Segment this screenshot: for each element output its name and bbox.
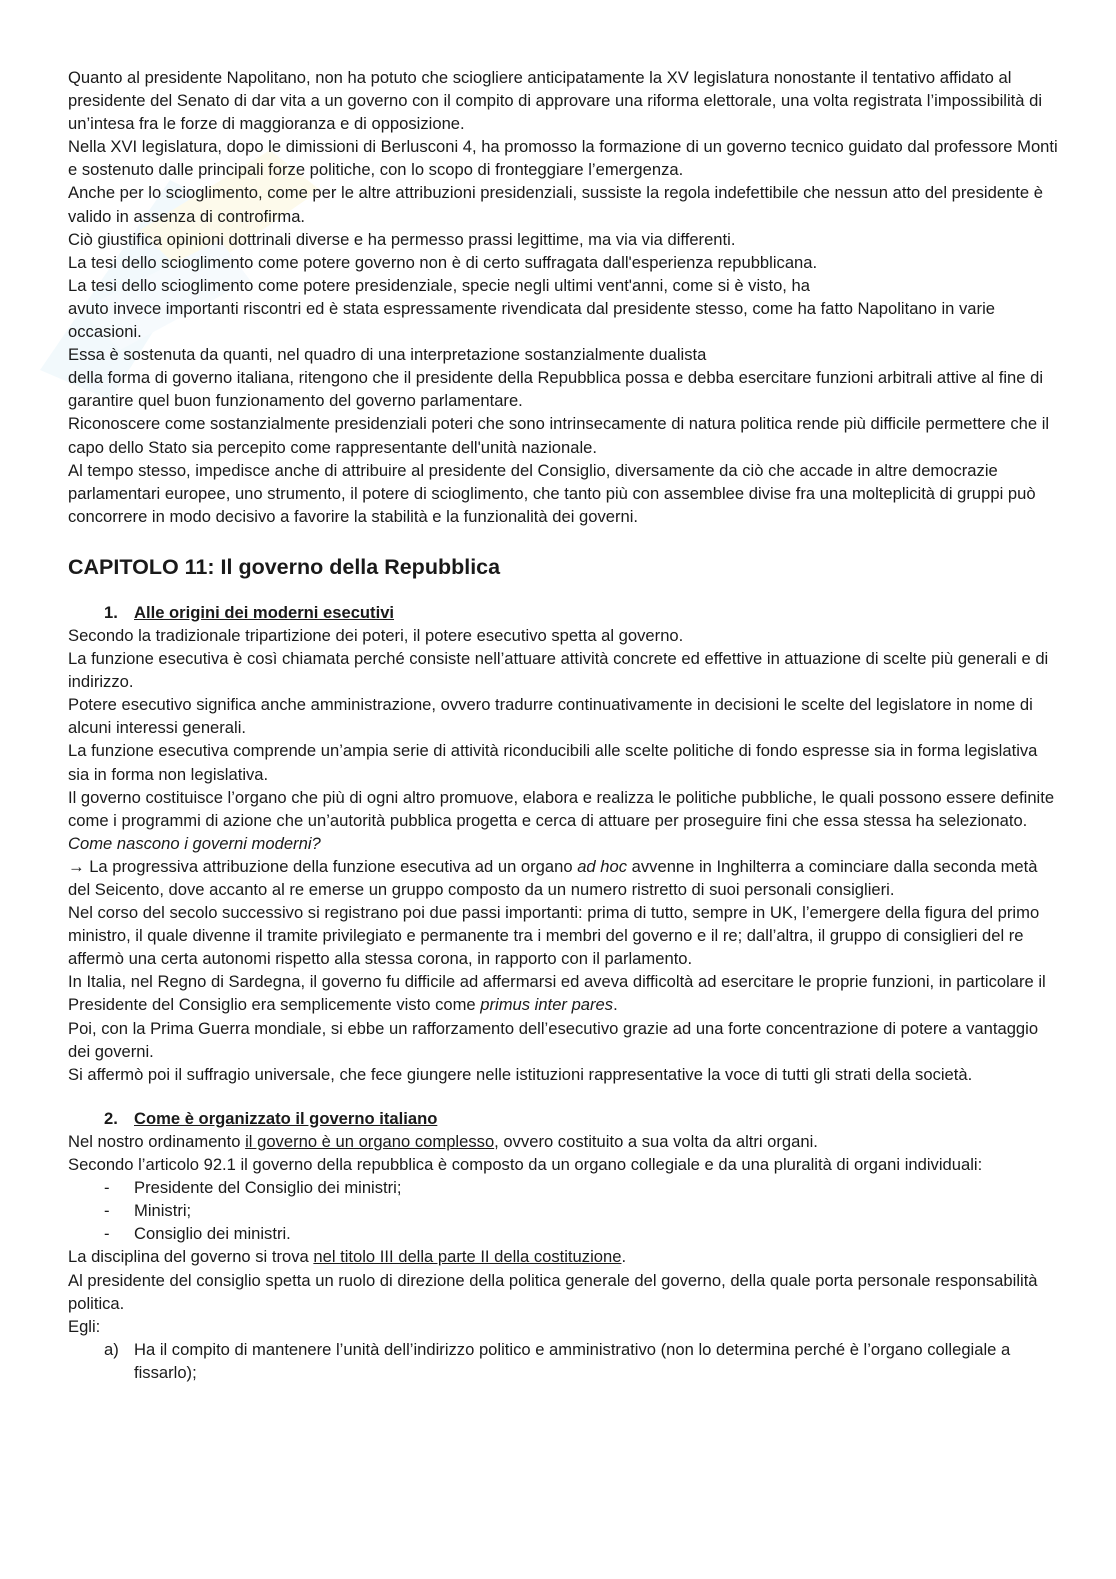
paragraph: In Italia, nel Regno di Sardegna, il governo fu difficile ad affermarsi ed aveva difficoltà ad esercitare le proprie funzioni, in particolare il Presidente del Consiglio era semplicemente visto come primus inter pares. — [68, 972, 1046, 1015]
section-title: Alle origini dei moderni esecutivi — [134, 602, 395, 622]
paragraph: Al presidente del consiglio spetta un ruolo di direzione della politica generale del governo, della quale porta personale responsabilità politica. — [68, 1270, 1038, 1313]
paragraph-arrow: → La progressiva attribuzione della funzione esecutiva ad un organo ad hoc avvenne in Inghilterra a cominciare dalla seconda metà del Seicento, dove accanto al re emerse un gruppo composto da un numero ristretto di suoi personali consiglieri. — [68, 856, 1038, 899]
paragraph: Ciò giustifica opinioni dottrinali diverse e ha permesso prassi legittime, ma via via differenti. — [68, 229, 736, 249]
paragraph: La funzione esecutiva comprende un’ampia serie di attività riconducibili alle scelte politiche di fondo espresse sia in forma legislativa sia in forma non legislativa. — [68, 741, 1038, 784]
paragraph: La tesi dello scioglimento come potere presidenziale, specie negli ultimi vent'anni, come si è visto, ha — [68, 275, 810, 295]
section-heading-1 — [68, 601, 1058, 624]
paragraph: La tesi dello scioglimento come potere governo non è di certo suffragata dall'esperienza repubblicana. — [68, 252, 818, 272]
paragraph: Secondo la tradizionale tripartizione dei poteri, il potere esecutivo spetta al governo. — [68, 625, 684, 645]
section-title: Come è organizzato il governo italiano — [134, 1108, 438, 1128]
paragraph: Potere esecutivo significa anche amministrazione, ovvero tradurre continuativamente in decisioni le scelte del legislatore in nome di alcuni interessi generali. — [68, 695, 1033, 738]
paragraph: Il governo costituisce l’organo che più di ogni altro promuove, elabora e realizza le politiche pubbliche, le quali possono essere definite come i programmi di azione che un’autorità pubblica progetta e cerca di attuare per proseguire fini che essa stessa ha selezionato. — [68, 787, 1055, 830]
chapter-title: CAPITOLO 11: Il governo della Repubblica — [68, 554, 501, 579]
document-page — [68, 66, 1058, 1384]
paragraph: Nel nostro ordinamento il governo è un organo complesso, ovvero costituito a sua volta da altri organi. — [68, 1131, 818, 1151]
paragraph: Al tempo stesso, impedisce anche di attribuire al presidente del Consiglio, diversamente da ciò che accade in altre democrazie parlamentari europee, uno strumento, il potere di scioglimento, che tanto più con assemblee divise fra una molteplicità di gruppi può concorrere in modo decisivo a favorire la stabilità e la funzionalità dei governi. — [68, 460, 1036, 526]
paragraph: Essa è sostenuta da quanti, nel quadro di una interpretazione sostanzialmente dualista — [68, 345, 707, 365]
arrow-icon: → — [68, 856, 85, 876]
question-line: Come nascono i governi moderni? — [68, 833, 321, 853]
paragraph: Secondo l’articolo 92.1 il governo della repubblica è composto da un organo collegiale e da una pluralità di organi individuali: — [68, 1155, 983, 1175]
list-item: - Presidente del Consiglio dei ministri; — [68, 1176, 1058, 1199]
list-item: - Consiglio dei ministri. — [68, 1222, 1058, 1245]
list-item: a) Ha il compito di mantenere l’unità dell’indirizzo politico e amministrativo (non lo determina perché è l’organo collegiale a fissarlo); — [104, 1339, 1011, 1382]
list-item: - Ministri; — [68, 1199, 1058, 1222]
paragraph: Nel corso del secolo successivo si registrano poi due passi importanti: prima di tutto, sempre in UK, l’emergere della figura del primo ministro, il quale divenne il tramite privilegiato e permanente tra i membri del governo e il re; dall’altra, il gruppo di consiglieri del re affermò una certa autonomi rispetto alla stessa corona, in rapporto con il parlamento. — [68, 903, 1040, 969]
intro-text — [68, 66, 1058, 528]
section-number: 2. — [104, 1108, 118, 1128]
section-heading-2 — [68, 1107, 1058, 1130]
duties-list — [68, 1338, 1058, 1384]
paragraph: La funzione esecutiva è così chiamata perché consiste nell’attuare attività concrete ed effettive in attuazione di scelte più generali e di indirizzo. — [68, 649, 1049, 692]
paragraph: Quanto al presidente Napolitano, non ha potuto che sciogliere anticipatamente la XV legislatura nonostante il tentativo affidato al presidente del Senato di dar vita a un governo con il compito di approvare una riforma elettorale, una volta registrata l’impossibilità di un’intesa fra le forze di maggioranza e di opposizione. — [68, 68, 1043, 134]
paragraph: Si affermò poi il suffragio universale, che fece giungere nelle istituzioni rappresentative la voce di tutti gli strati della società. — [68, 1064, 973, 1084]
paragraph: della forma di governo italiana, ritengono che il presidente della Repubblica possa e debba esercitare funzioni arbitrali attive al fine di garantire quel buon funzionamento del governo parlamentare. — [68, 368, 1044, 411]
paragraph: Poi, con la Prima Guerra mondiale, si ebbe un rafforzamento dell’esecutivo grazie ad una forte concentrazione di potere a vantaggio dei governi. — [68, 1018, 1039, 1061]
section-number: 1. — [104, 602, 118, 622]
paragraph: Egli: — [68, 1316, 101, 1336]
list-marker: a) — [104, 1339, 119, 1359]
paragraph: La disciplina del governo si trova nel titolo III della parte II della costituzione. — [68, 1247, 627, 1267]
paragraph: Riconoscere come sostanzialmente presidenziali poteri che sono intrinsecamente di natura politica rende più difficile permettere che il capo dello Stato sia percepito come rappresentante dell'unità nazionale. — [68, 414, 1050, 457]
paragraph: Anche per lo scioglimento, come per le altre attribuzioni presidenziali, sussiste la regola indefettibile che nessun atto del presidente è valido in assenza di controfirma. — [68, 183, 1043, 226]
organ-list — [68, 1176, 1058, 1245]
paragraph: avuto invece importanti riscontri ed è stata espressamente rivendicata dal presidente stesso, come ha fatto Napolitano in varie occasioni. — [68, 298, 995, 342]
paragraph: Nella XVI legislatura, dopo le dimissioni di Berlusconi 4, ha promosso la formazione di un governo tecnico guidato dal professore Monti e sostenuto dalle principali forze politiche, con lo scopo di fronteggiare l’emergenza. — [68, 137, 1058, 180]
